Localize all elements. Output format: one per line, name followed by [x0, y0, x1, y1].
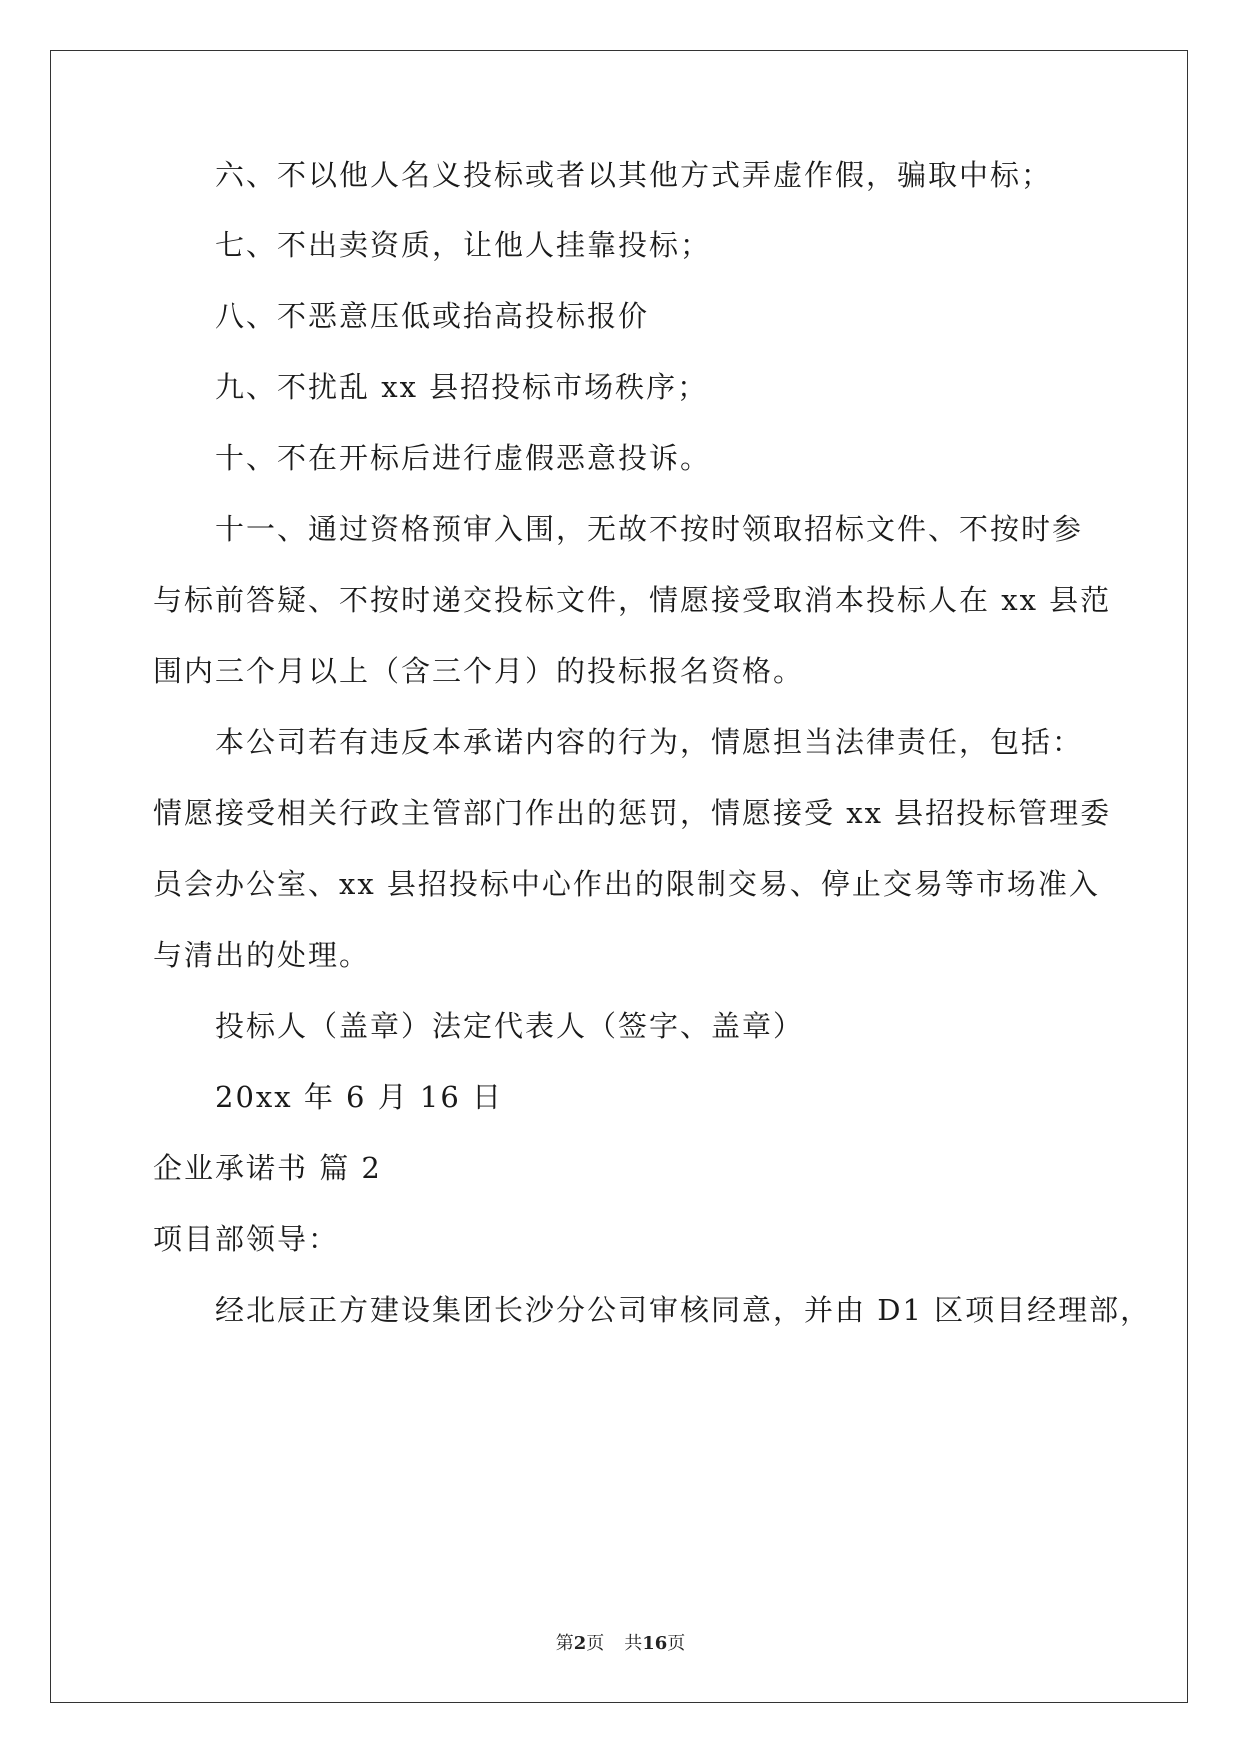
total-prefix: 共 — [624, 1633, 643, 1654]
text-line: 与标前答疑、不按时递交投标文件，情愿接受取消本投标人在 xx 县范 — [153, 583, 1112, 617]
page-prefix: 第 — [555, 1633, 574, 1654]
total-suffix: 页 — [667, 1633, 686, 1654]
text-line: 九、不扰乱 xx 县招投标市场秩序； — [215, 370, 709, 404]
text-line: 七、不出卖资质，让他人挂靠投标； — [215, 228, 712, 262]
text-line: 情愿接受相关行政主管部门作出的惩罚，情愿接受 xx 县招投标管理委 — [153, 796, 1112, 830]
page-suffix: 页 — [586, 1633, 605, 1654]
text-line: 围内三个月以上（含三个月）的投标报名资格。 — [153, 654, 805, 688]
section-heading: 企业承诺书 篇 2 — [153, 1151, 382, 1185]
text-line: 本公司若有违反本承诺内容的行为，情愿担当法律责任，包括： — [215, 725, 1084, 759]
text-line: 八、不恶意压低或抬高投标报价 — [215, 299, 650, 333]
date-line: 20xx 年 6 月 16 日 — [215, 1080, 504, 1114]
page-total: 16 — [642, 1633, 668, 1654]
text-line: 十一、通过资格预审入围，无故不按时领取招标文件、不按时参 — [215, 512, 1084, 546]
page-current: 2 — [573, 1633, 587, 1654]
text-line: 员会办公室、xx 县招投标中心作出的限制交易、停止交易等市场准入 — [153, 867, 1100, 901]
text-line: 六、不以他人名义投标或者以其他方式弄虚作假，骗取中标； — [215, 158, 1053, 192]
text-line: 与清出的处理。 — [153, 938, 371, 972]
text-line: 经北辰正方建设集团长沙分公司审核同意，并由 D1 区项目经理部， — [215, 1293, 1152, 1327]
salutation: 项目部领导： — [153, 1222, 340, 1256]
text-line: 投标人（盖章）法定代表人（签字、盖章） — [215, 1009, 805, 1043]
page-footer — [0, 1632, 1241, 1656]
text-line: 十、不在开标后进行虚假恶意投诉。 — [215, 441, 712, 475]
